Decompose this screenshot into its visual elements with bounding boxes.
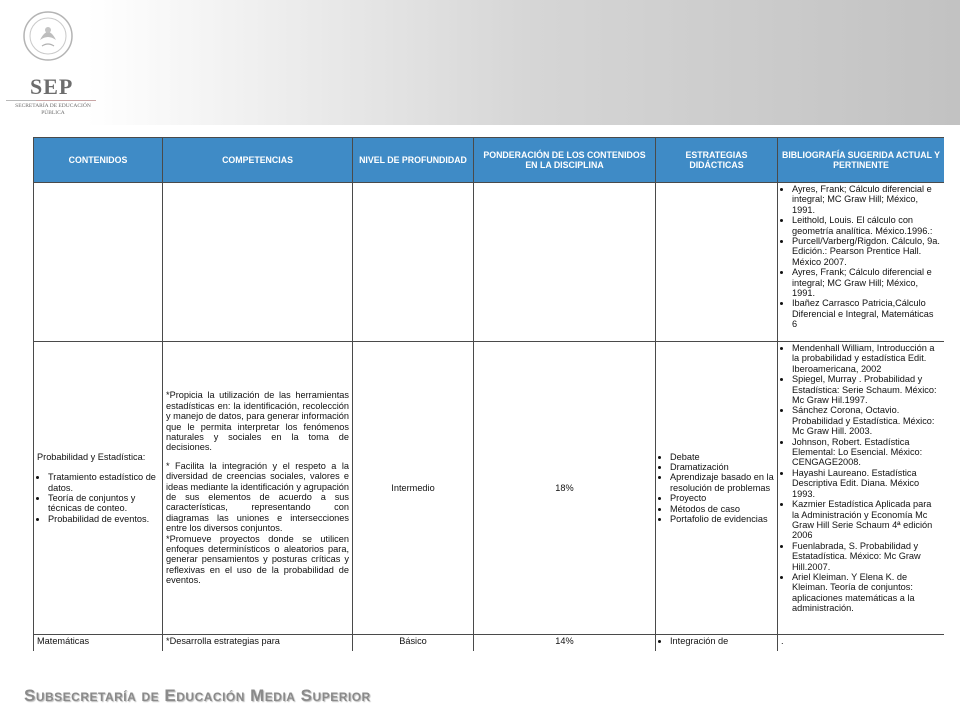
cell-contenidos-empty [34,183,163,342]
cell-ponderacion: 14% [474,635,656,652]
list-item: • Ariel Kleiman. Y Elena K. de Kleiman. Teoría de conjuntos: aplicaciones matemáticas a la administración. [792,572,941,614]
table-row [34,183,945,342]
cell-nivel: Intermedio [353,342,474,635]
cell-competencias [163,342,353,635]
list-item: • Probabilidad de eventos. [48,514,159,524]
list-item: • Portafolio de evidencias [670,514,774,524]
header-competencias: COMPETENCIAS [163,138,353,183]
list-item: • Debate [670,452,774,462]
cell-bibliografia [778,342,945,635]
list-item: • Leithold, Louis. El cálculo con geometría analítica. México.1996.: [792,215,941,236]
cell-contenidos [34,342,163,635]
curriculum-table-container [33,137,944,651]
curriculum-table [33,137,944,651]
sep-subtitle: SECRETARÍA DE EDUCACIÓN PÚBLICA [15,103,91,116]
header-banner [0,0,960,125]
list-item: • Ayres, Frank; Cálculo diferencial e integral; MC Graw Hill; México, 1991. [792,267,941,298]
table-row [34,635,945,652]
content-title: Probabilidad y Estadística: [37,451,146,462]
list-item: • Hayashi Laureano. Estadística Descriptiva Edit. Diana. México 1993. [792,468,941,499]
header-nivel: NIVEL DE PROFUNDIDAD [353,138,474,183]
list-item: • Aprendizaje basado en la resolución de problemas [670,472,774,493]
list-item: • Ayres, Frank; Cálculo diferencial e integral; MC Graw Hill; México, 1991. [792,184,941,215]
cell-competencias: *Desarrolla estrategias para [163,635,353,652]
list-item: • Teoría de conjuntos y técnicas de conteo. [48,493,159,514]
list-item: • Mendenhall William, Introducción a la probabilidad y estadística Edit. Iberoamericana, 2002 [792,343,941,374]
list-item: • Integración de [670,636,774,646]
competency-paragraph: * Facilita la integración y el respeto a la diversidad de creencias sociales, valores e ideas mediante la identificación y agrupación de sus elementos de acuerdo a sus características, representando con diagramas las uniones e intersecciones entre los diversos conjuntos. [166,460,349,534]
table-row [34,342,945,635]
bibliography-list [781,343,941,614]
cell-contenidos: Matemáticas [34,635,163,652]
cell-bibliografia: . [778,635,945,652]
cell-estrategias [656,342,778,635]
cell-competencias-empty [163,183,353,342]
cell-nivel-empty [353,183,474,342]
header-ponderacion: PONDERACIÓN DE LOS CONTENIDOS EN LA DISCIPLINA [474,138,656,183]
cell-estrategias [656,635,778,652]
list-item: • Fuenlabrada, S. Probabilidad y Estatadística. México: Mc Graw Hill.2007. [792,541,941,572]
header-bibliografia: BIBLIOGRAFÍA SUGERIDA ACTUAL Y PERTINENTE [778,138,945,183]
list-item: • Sánchez Corona, Octavio. Probabilidad y Estadística. México: Mc Graw Hill. 2003. [792,405,941,436]
list-item: • Dramatización [670,462,774,472]
content-list [37,472,159,524]
cell-nivel: Básico [353,635,474,652]
competency-paragraph: *Promueve proyectos donde se utilicen enfoques determinísticos o aleatorios para, generar pensamientos y posturas críticas y reflexivas en el uso de la probabilidad de eventos. [166,533,349,586]
footer-title: Subsecretaría de Educación Media Superior [24,686,371,705]
sep-logo: SEP [30,74,74,99]
list-item: • Spiegel, Murray . Probabilidad y Estadística: Serie Schaum. México: Mc Graw Hil.1997. [792,374,941,405]
list-item: • Johnson, Robert. Estadística Elemental: Lo Esencial. México: CENGAGE2008. [792,437,941,468]
competency-paragraph: *Propicia la utilización de las herramientas estadísticas en: la identificación, recolección y manejo de datos, para generar información que le permita interpretar los fenómenos naturales y sociales en la toma de decisiones. [166,390,349,453]
list-item: • Tratamiento estadístico de datos. [48,472,159,493]
cell-ponderacion-empty [474,183,656,342]
table-header-row [34,138,945,183]
header-contenidos: CONTENIDOS [34,138,163,183]
list-item: • Kazmier Estadística Aplicada para la Administración y Economía Mc Graw Hill Serie Schaum 4ª edición 2006 [792,499,941,541]
cell-ponderacion: 18% [474,342,656,635]
list-item: • Métodos de caso [670,504,774,514]
list-item: • Ibañez Carrasco Patricia,Cálculo Diferencial e Integral, Matemáticas 6 [792,298,941,329]
header-estrategias: ESTRATEGIAS DIDÁCTICAS [656,138,778,183]
list-item: • Purcell/Varberg/Rigdon. Cálculo, 9a. Edición.: Pearson Prentice Hall. México 2007. [792,236,941,267]
national-seal-icon [20,10,76,62]
strategies-list [659,636,774,646]
list-item: • Proyecto [670,493,774,503]
cell-estrategias-empty [656,183,778,342]
bibliography-list [781,184,941,330]
strategies-list [659,452,774,525]
cell-bibliografia [778,183,945,342]
